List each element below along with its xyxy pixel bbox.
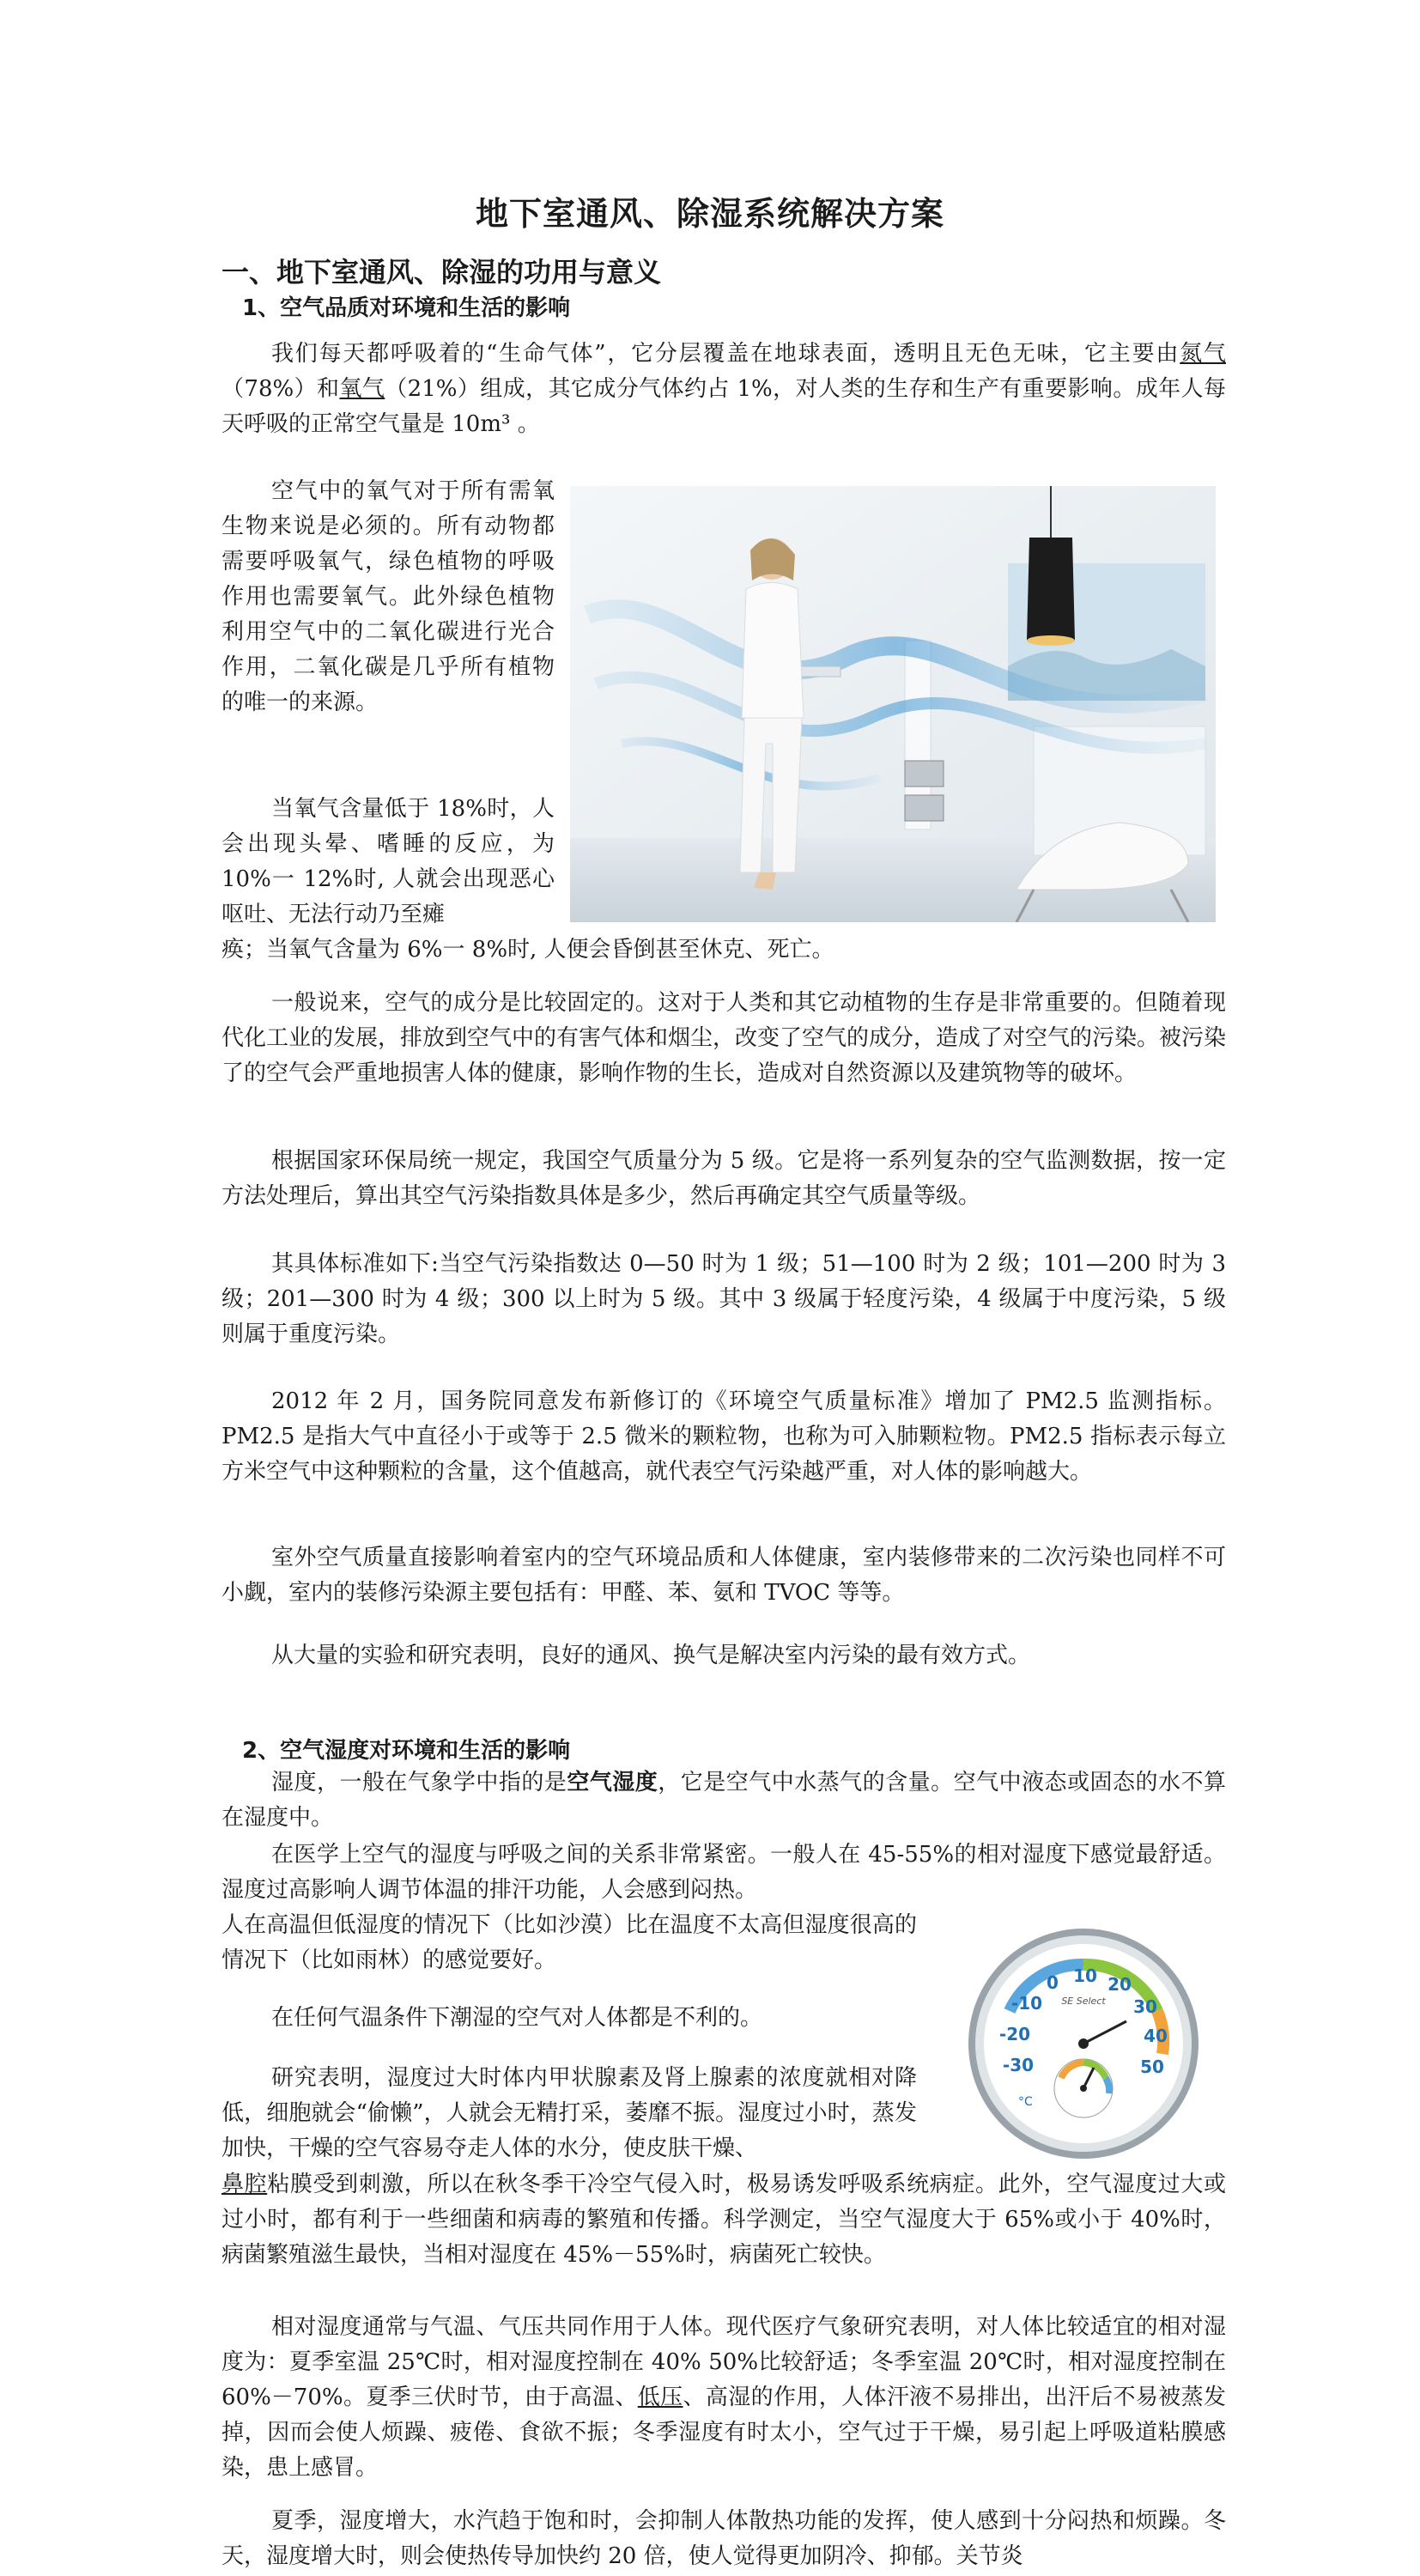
paragraph-air-quality-grades: 根据国家环保局统一规定，我国空气质量分为 5 级。它是将一系列复杂的空气监测数据，按一定方法处理后，算出其空气污染指数具体是多少，然后再确定其空气质量等级。 bbox=[221, 1148, 1226, 1209]
text: 响。成年人每天呼吸的正常空气量是 10m³ 。 bbox=[221, 376, 1226, 437]
svg-text:50: 50 bbox=[1140, 2057, 1164, 2077]
paragraph-humidity-medical: 在医学上空气的湿度与呼吸之间的关系非常紧密。一般人在 45-55%的相对湿度下感觉最舒适。湿度过高影响人调节体温的排汗功能，人会感到闷热。 bbox=[221, 1842, 1226, 1903]
room-photo bbox=[570, 486, 1216, 922]
svg-text:-30: -30 bbox=[1002, 2055, 1035, 2075]
text: 粘膜受到刺激，所以在秋冬季干冷空气侵入时，极易诱发呼吸系统病症。此外，空气湿度过大或过小时，都有利于一些细菌和病毒的繁殖和传播。科学测定，当空气湿度大于 65%或小于 40%时，病菌繁殖滋生最快，当相对湿度在 45%－55%时，病菌死亡较快。 bbox=[221, 2172, 1226, 2268]
svg-text:-20: -20 bbox=[998, 2024, 1031, 2044]
svg-text:°C: °C bbox=[1018, 2095, 1033, 2109]
nasal-cavity-link[interactable]: 鼻腔 bbox=[221, 2172, 268, 2197]
paragraph-humidity-def bbox=[221, 1765, 1226, 1836]
paragraph-oxygen: 空气中的氧气对于所有需氧生物来说是必须的。所有动物都需要呼吸氧气，绿色植物的呼吸作用也需要氧气。此外绿色植物利用空气中的二氧化碳进行光合作用，二氧化碳是几乎所有植物的唯一的来源。 bbox=[221, 478, 555, 715]
text: ，它是空气中水蒸气的含量。空气中液态或固态的水不算在湿度中。 bbox=[221, 1770, 1226, 1831]
page-title: 地下室通风、除湿系统解决方案 bbox=[475, 195, 944, 233]
svg-text:-10: -10 bbox=[1010, 1993, 1043, 2014]
oxygen-link[interactable]: 氧气 bbox=[339, 376, 385, 402]
hygrometer-image bbox=[965, 1925, 1202, 2162]
svg-text:10: 10 bbox=[1073, 1965, 1097, 1986]
paragraph-air-composition bbox=[221, 337, 1226, 442]
subsection-heading-1: 1、空气品质对环境和生活的影响 bbox=[242, 295, 571, 321]
text: 空气湿度 bbox=[567, 1770, 658, 1795]
paragraph-relative-humidity bbox=[221, 2310, 1226, 2486]
paragraph-aqi-standard: 其具体标准如下:当空气污染指数达 0—50 时为 1 级；51—100 时为 2 级；101—200 时为 3 级；201—300 时为 4 级；300 以上时为 5 级。其中 3 级属于轻度污染，4 级属于中度污染，5 级则属于重度污染。 bbox=[221, 1251, 1226, 1347]
paragraph-oxygen-levels-cont: 痪；当氧气含量为 6%一 8%时, 人便会昏倒甚至休克、死亡。 bbox=[221, 937, 834, 963]
svg-text:30: 30 bbox=[1133, 1996, 1157, 2017]
text: 我们每天都呼吸着的“生命气体”，它分层覆盖在地球表面，透明且无色无味，它主要由 bbox=[271, 341, 1180, 367]
low-pressure-link[interactable]: 低压 bbox=[637, 2385, 683, 2410]
subsection-heading-2: 2、空气湿度对环境和生活的影响 bbox=[242, 1738, 571, 1764]
text: 湿度，一般在气象学中指的是 bbox=[271, 1770, 567, 1795]
svg-text:0: 0 bbox=[1047, 1972, 1059, 1993]
paragraph-pm25: 2012 年 2 月，国务院同意发布新修订的《环境空气质量标准》增加了 PM2.5 监测指标。PM2.5 是指大气中直径小于或等于 2.5 微米的颗粒物，也称为可入肺颗粒物。PM2.5 指标表示每立方米空气中这种颗粒的含量，这个值越高，就代表空气污染越严重，对人体的影响越大。 bbox=[221, 1388, 1226, 1485]
paragraph-humidity-research: 研究表明，湿度过大时体内甲状腺素及肾上腺素的浓度就相对降低，细胞就会“偷懒”，人就会无精打采，萎靡不振。湿度过小时，蒸发加快，干燥的空气容易夺走人体的水分，使皮肤干燥、 bbox=[221, 2065, 917, 2161]
svg-text:SE Select: SE Select bbox=[1061, 1996, 1106, 2007]
text: 、高湿的作用，人体汗液不易排出，出汗后不易被蒸发掉，因而会使人烦躁、疲倦、食欲不振；冬季湿度有时太小，空气过于干燥，易引起上呼吸道粘膜感染，患上感冒。 bbox=[221, 2385, 1226, 2481]
text: （78%）和 bbox=[221, 376, 340, 402]
svg-text:40: 40 bbox=[1144, 2026, 1168, 2046]
paragraph-ventilation: 从大量的实验和研究表明，良好的通风、换气是解决室内污染的最有效方式。 bbox=[271, 1643, 1031, 1668]
paragraph-pollution: 一般说来，空气的成分是比较固定的。这对于人类和其它动植物的生存是非常重要的。但随着现代化工业的发展，排放到空气中的有害气体和烟尘，改变了空气的成分，造成了对空气的污染。被污染了的空气会严重地损害人体的健康，影响作物的生长，造成对自然资源以及建筑物等的破坏。 bbox=[221, 990, 1227, 1086]
paragraph-indoor-pollution: 室外空气质量直接影响着室内的空气环境品质和人体健康，室内装修带来的二次污染也同样不可小觑，室内的装修污染源主要包括有：甲醛、苯、氨和 TVOC 等等。 bbox=[221, 1545, 1226, 1606]
text: （21%）组成，其它成分气体约占 1%，对人类的生存和生产有重要影 bbox=[385, 376, 1090, 402]
text: 相对湿度通常与气温、气压共同作用于人体。现代医疗气象研究表明，对人体比较适宜的相对湿度为：夏季室温 25℃时，相对湿度控制在 40% 50%比较舒适；冬季室温 20℃时，相对湿度控制在 60%－70%。夏季三伏时节，由于高温、 bbox=[221, 2314, 1226, 2410]
section-heading-1: 一、地下室通风、除湿的功用与意义 bbox=[221, 256, 662, 289]
svg-text:20: 20 bbox=[1107, 1974, 1132, 1995]
nitrogen-link[interactable]: 氮气 bbox=[1180, 341, 1226, 367]
paragraph-humidity-desert: 人在高温但低湿度的情况下（比如沙漠）比在温度不太高但湿度很高的情况下（比如雨林）的感觉要好。 bbox=[221, 1912, 917, 1973]
paragraph-humidity-harm: 在任何气温条件下潮湿的空气对人体都是不利的。 bbox=[271, 2005, 763, 2031]
paragraph-seasonal-humidity: 夏季，湿度增大，水汽趋于饱和时，会抑制人体散热功能的发挥，使人感到十分闷热和烦躁。冬天，湿度增大时，则会使热传导加快约 20 倍，使人觉得更加阴冷、抑郁。关节炎 bbox=[221, 2508, 1226, 2569]
paragraph-humidity-research-cont bbox=[221, 2167, 1226, 2273]
paragraph-oxygen-levels: 当氧气含量低于 18%时，人会出现头晕、嗜睡的反应，为 10%一 12%时, 人就会出现恶心呕吐、无法行动乃至瘫 bbox=[221, 796, 555, 927]
